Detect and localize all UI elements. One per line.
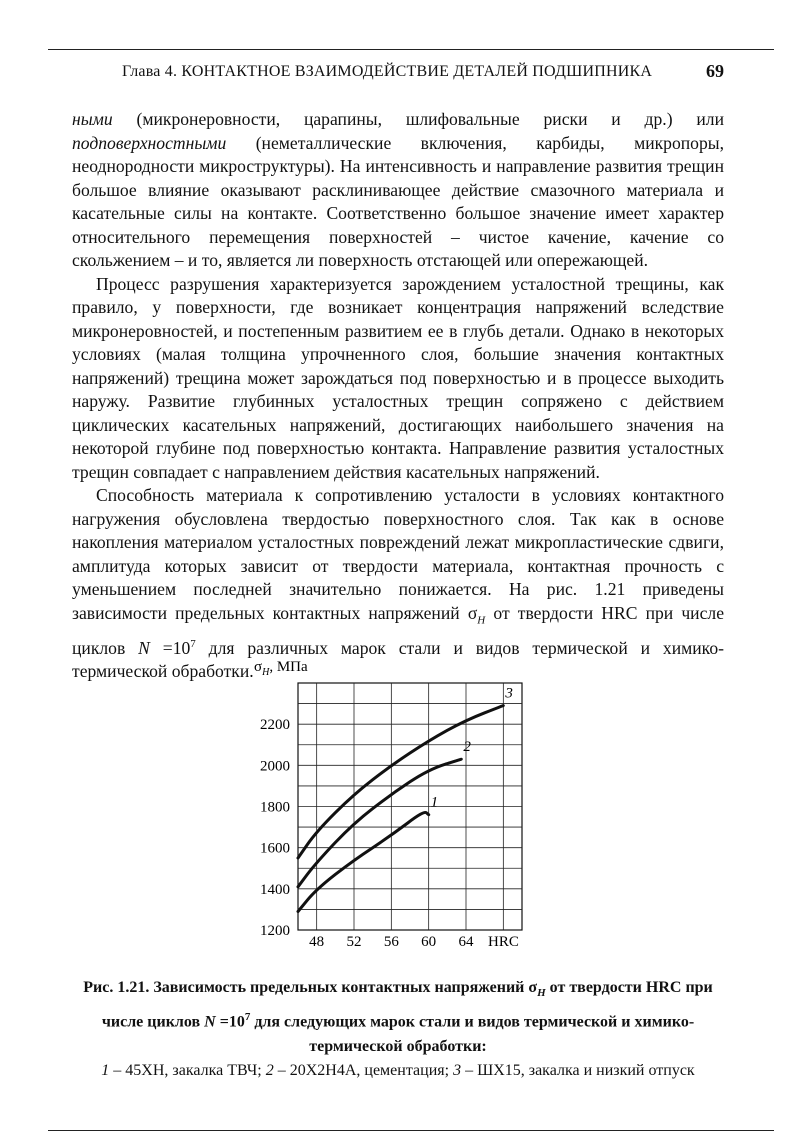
y-tick-label: 2200 [260,717,290,734]
italic-word: ными [72,109,113,129]
figure-1-21 [240,655,560,955]
caption-legend [72,1059,724,1083]
y-axis-label: $\sigma_H$, МПа [254,659,308,678]
y-tick-label: 2000 [260,758,290,775]
x-tick-label: 60 [421,934,437,950]
x-tick-label: 64 [458,934,474,950]
text-run: от твердости HRC при числе циклов [101,979,713,1031]
legend-number: 3 [453,1061,462,1079]
text-run: (микронеровности, царапины, шлифовальные риски и др.) или [112,109,724,129]
caption-title [72,976,724,1059]
legend-text: – 20Х2Н4А, цементация; [273,1061,454,1079]
text-run: =10 [215,1013,245,1031]
x-tick-label: 56 [383,934,399,950]
exponent: 7 [190,637,196,650]
cycles-symbol: N [138,637,150,658]
paragraph-2: Процесс разрушения характеризуется зарождением усталостной трещины, как правило, у поверхности, где возникает концентрация напряжений вследствие микронеровностей, и постепенным развитием ее в глубь детали. Однако в некоторых условиях (малая толщина упрочненного слоя, большие значения контактных напряжений) трещина может зарождаться под поверхностью и в процессе выходить наружу. Развитие глубинных усталостных трещин сопряжено с действием циклических касательных напряжений, достигающих наибольшего значения на некоторой глубине под поверхностью контакта. Направление развития усталостных трещин совпадает с направлением действия касательных напряжений. [72,273,724,482]
chart-curves [298,706,503,912]
paragraph-1 [72,108,724,273]
page-number: 69 [706,61,724,81]
chapter-title: Глава 4. КОНТАКТНОЕ ВЗАИМОДЕЙСТВИЕ ДЕТАЛЕЙ ПОДШИПНИКА [122,63,653,80]
figure-caption [72,976,724,1083]
series-curve-2 [298,759,461,887]
text-run: от твердости HRC при числе циклов [72,602,724,658]
text-run: для различных марок стали и видов термической и химико-термической обработки. [72,637,724,681]
legend-text: – 45ХН, закалка ТВЧ; [109,1061,266,1079]
x-axis-label: HRC [488,934,519,950]
bottom-rule [48,1130,774,1131]
series-label-2: 2 [463,739,471,756]
legend-number: 1 [101,1061,110,1079]
sigma-symbol: σ [467,602,478,623]
subscript: H [477,614,486,627]
text-run: для следующих марок стали и видов термической и химико-термической обработки: [250,1013,695,1055]
hardness-stress-chart [240,655,560,955]
paragraph-3 [72,484,724,683]
x-tick-label: 48 [309,934,325,950]
text-run: =10 [149,637,191,658]
exponent: 7 [244,1011,251,1024]
running-header [72,57,724,87]
y-tick-label: 1600 [260,840,290,857]
x-tick-label: 52 [346,934,362,950]
caption-label: Рис. 1.21. [83,979,150,996]
header-rule [48,49,774,50]
y-tick-label: 1200 [260,923,290,939]
cycles-symbol: N [204,1013,216,1031]
italic-word: подповерхностными [72,132,227,153]
y-tick-label: 1800 [260,799,290,816]
series-label-3: 3 [505,685,513,702]
legend-text: – ШХ15, закалка и низкий отпуск [461,1061,695,1079]
text-run: (неметаллические включения, карбиды, микропоры, неоднородности микроструктуры). На интенсивность и направление развития трещин большое влияние оказывают расклинивающее действие смазочного материала и касательные силы на контакте. Соответственно большое значение имеет характер относительного перемещения поверхностей – чистое качение, качение со скольжением – и то, является ли поверхность отстающей или опережающей. [72,132,724,270]
legend-number: 2 [265,1061,274,1079]
y-tick-label: 1400 [260,881,290,898]
text-run: Способность материала к сопротивлению усталости в условиях контактного нагружения обусловлена твердостью поверхностного слоя. Так как в основе накопления материалом усталостных повреждений лежат микропластические сдвиги, амплитуда которых зависит от твердости материала, контактная прочность с уменьшением последней значительно понижается. На рис. 1.21 приведены зависимости предельных контактных напряжений [72,485,724,623]
series-curve-3 [298,706,503,858]
chart-grid [298,683,522,930]
sigma-symbol: σ [528,979,538,996]
body-text [72,108,724,683]
series-label-1: 1 [430,794,439,811]
subscript: H [537,987,546,1000]
text-run: Зависимость предельных контактных напряжений [149,979,529,996]
chart-labels [254,659,519,950]
